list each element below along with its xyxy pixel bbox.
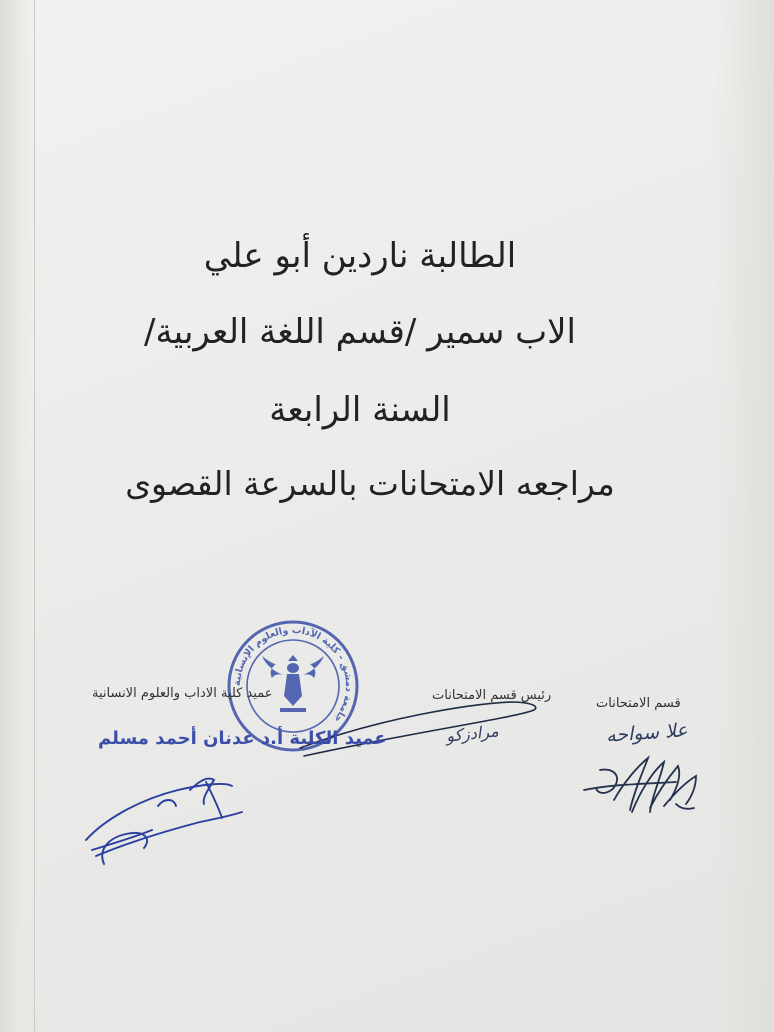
paper-edge	[0, 0, 35, 1032]
dean-signature-scribble	[86, 778, 242, 864]
eagle-emblem-icon	[262, 655, 324, 712]
request-line: مراجعه الامتحانات بالسرعة القصوى	[125, 464, 615, 503]
exams-signatory-name: علا سواحه	[605, 719, 689, 747]
stamp-text: جامعة دمشق - كلية الآداب والعلوم الإنسانية	[231, 624, 355, 725]
study-year-line: السنة الرابعة	[269, 390, 451, 430]
exams-signature-scribble	[584, 758, 696, 812]
dean-title: عميد كلية الاداب والعلوم الانسانية	[92, 686, 273, 701]
svg-text:جامعة دمشق - كلية الآداب والعل	[232, 625, 354, 725]
head-of-exams-name: مرادزكو	[445, 721, 500, 746]
exams-department-title: قسم الامتحانات	[596, 696, 681, 711]
dean-name-stamp: عميد الكلية أ.د عدنان أحمد مسلم	[98, 728, 387, 749]
student-name-line: الطالبة ناردين أبو علي	[203, 236, 517, 276]
head-of-exams-title: رئيس قسم الامتحانات	[432, 688, 552, 703]
paper-shadow	[714, 0, 774, 1032]
student-father-department-line: الاب سمير /قسم اللغة العربية/	[144, 312, 576, 352]
